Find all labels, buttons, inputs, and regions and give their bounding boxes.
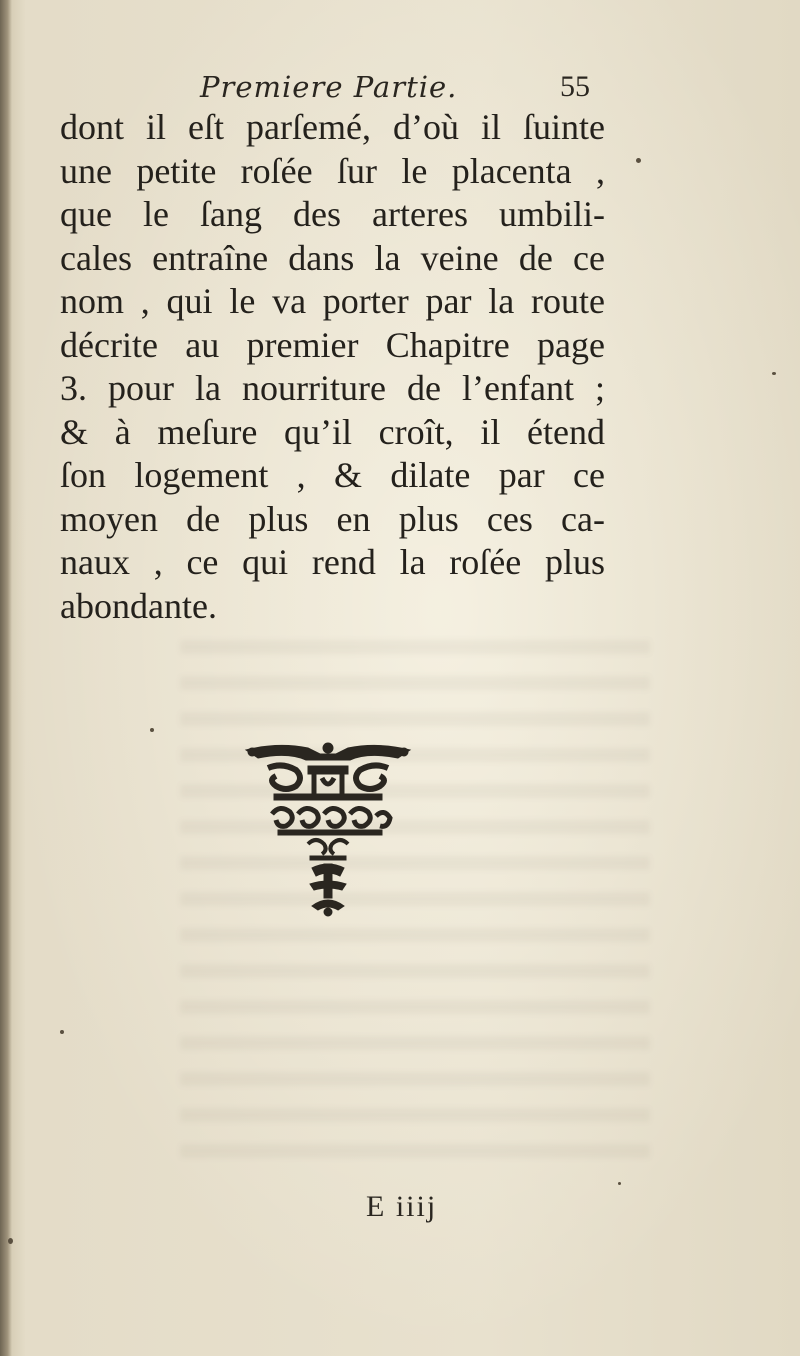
binding-gutter: [0, 0, 12, 1356]
text-line: naux , ce qui rend la roſée plus: [60, 542, 605, 582]
tailpiece-ornament-icon: [238, 738, 418, 918]
text-line: abondante.: [60, 585, 217, 626]
text-line: une petite roſée ſur le placenta ,: [60, 150, 605, 191]
body-text: [60, 106, 605, 628]
text-line: & à meſure qu’il croît, il étend: [60, 411, 605, 452]
signature-mark: E iiij: [366, 1190, 438, 1223]
paper-speck: [772, 372, 776, 375]
running-title: Premiere Partie.: [200, 70, 458, 104]
text-line: décrite au premier Chapitre page: [60, 324, 605, 365]
paper-speck: [636, 158, 641, 163]
paper-speck: [60, 1030, 64, 1034]
paper-speck: [8, 1238, 13, 1244]
page-number: 55: [560, 70, 590, 103]
text-line: dont il eſt parſemé, d’où il ſuinte: [60, 107, 605, 147]
text-line: nom , qui le va porter par la route: [60, 281, 605, 321]
text-line: cales entraîne dans la veine de ce: [60, 237, 605, 278]
paper-speck: [150, 728, 154, 732]
paper-speck: [618, 1182, 621, 1185]
text-line: moyen de plus en plus ces ca-: [60, 498, 605, 539]
text-line: 3. pour la nourriture de l’enfant ;: [60, 368, 605, 408]
text-line: que le ſang des arteres umbili-: [60, 194, 605, 234]
text-line: ſon logement , & dilate par ce: [60, 455, 605, 495]
